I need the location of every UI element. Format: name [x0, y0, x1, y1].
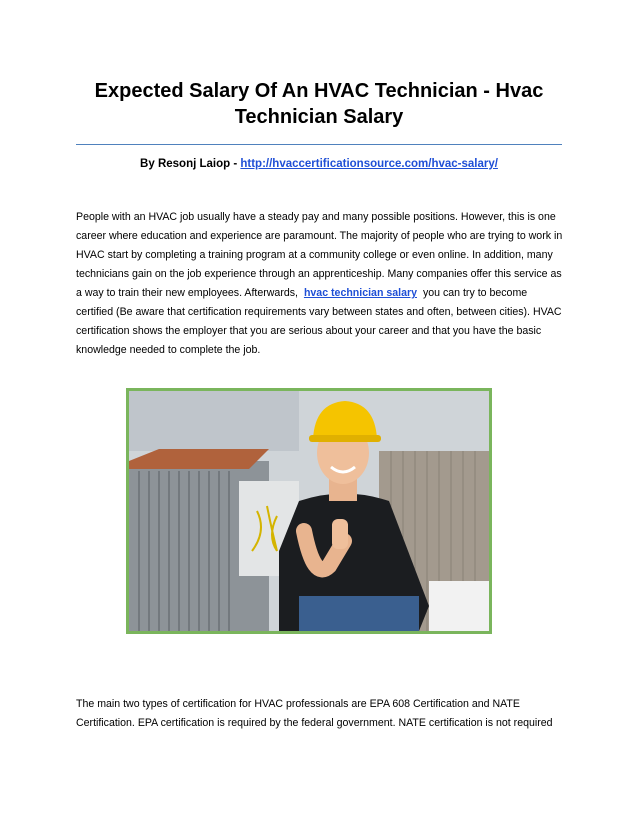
technician-illustration — [129, 391, 489, 631]
byline — [70, 158, 568, 170]
document-title: Expected Salary Of An HVAC Technician - Hvac Technician Salary — [94, 80, 544, 128]
paragraph-1-text-a: People with an HVAC job usually have a steady pay and many possible positions. However, this is one career where education and experience are paramount. The majority of people who are trying to work in HVAC start by completing a training program at a community college or even online. In addition, many technicians gain on the job experience through an apprenticeship. Many companies offer this service as a way to train their new employees. Afterwards, — [76, 211, 563, 299]
body-paragraph-1 — [76, 208, 566, 360]
technician-photo — [126, 388, 492, 634]
paragraph-1-text-b: you can try to become certified (Be aware that certification requirements vary between states and often, between cities). HVAC certification shows the employer that you are serious about your career and that you have the basic knowledge needed to complete the job. — [76, 287, 562, 356]
title-divider — [76, 144, 562, 145]
byline-author: By Resonj Laiop - — [140, 158, 241, 170]
body-paragraph-2: The main two types of certification for HVAC professionals are EPA 608 Certification and NATE Certification. EPA certification is required by the federal government. NATE certification is not required — [76, 698, 553, 729]
source-link[interactable]: http://hvaccertificationsource.com/hvac-salary/ — [240, 158, 498, 170]
hvac-salary-link[interactable]: hvac technician salary — [303, 287, 417, 299]
